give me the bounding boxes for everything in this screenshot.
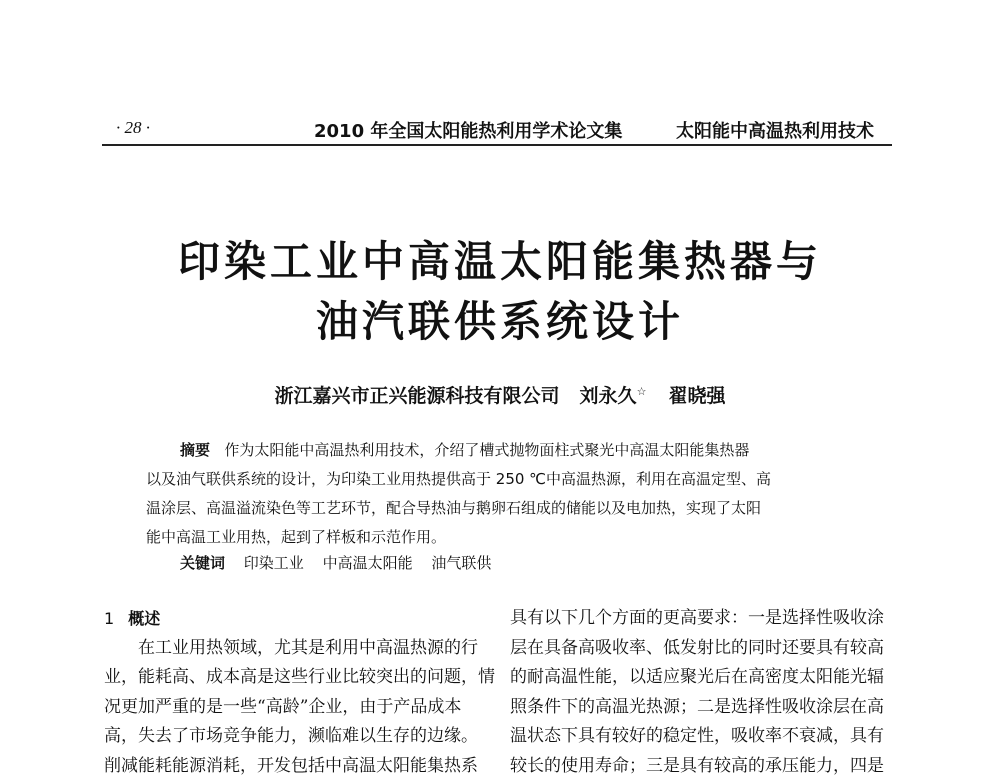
body-line: 具有以下几个方面的更高要求：一是选择性吸收涂: [510, 604, 900, 634]
keyword-item: 印染工业: [244, 554, 304, 572]
section-heading: [104, 604, 494, 634]
journal-title: 2010 年全国太阳能热利用学术论文集: [314, 117, 622, 143]
body-line: 业，能耗高、成本高是这些行业比较突出的问题，情: [104, 663, 494, 693]
title-line-1: 印染工业中高温太阳能集热器与: [0, 232, 1000, 292]
author-2: 翟晓强: [668, 385, 725, 407]
running-header: [102, 112, 892, 146]
keywords: [180, 552, 491, 573]
corresponding-author-mark: ☆: [637, 385, 647, 398]
section-title-text: 概述: [128, 609, 160, 628]
author-line: [0, 381, 1000, 408]
body-line: 较长的使用寿命；三是具有较高的承压能力，四是: [510, 752, 900, 781]
body-line: 层在具备高吸收率、低发射比的同时还要具有较高: [510, 634, 900, 664]
title-line-2: 油汽联供系统设计: [0, 292, 1000, 352]
keywords-label: 关键词: [180, 554, 225, 572]
left-column: [104, 604, 494, 781]
abstract-line: 以及油气联供系统的设计，为印染工业用热提供高于 250 ℃中高温热源，利用在高温定型、高: [146, 465, 858, 494]
keyword-item: 中高温太阳能: [323, 554, 413, 572]
body-line: 高，失去了市场竞争能力，濒临难以生存的边缘。: [104, 722, 494, 752]
abstract-line: 温涂层、高温溢流染色等工艺环节，配合导热油与鹅卵石组成的储能以及电加热，实现了太阳: [146, 494, 858, 523]
abstract-text: 作为太阳能中高温热利用技术，介绍了槽式抛物面柱式聚光中高温太阳能集热器: [224, 441, 749, 459]
section-title: 太阳能中高温热利用技术: [676, 117, 874, 143]
abstract-line: [146, 436, 858, 465]
abstract-line: 能中高温工业用热，起到了样板和示范作用。: [146, 523, 858, 552]
abstract: [146, 436, 858, 552]
body-line: 照条件下的高温光热源；二是选择性吸收涂层在高: [510, 693, 900, 723]
body-line: 温状态下具有较好的稳定性，吸收率不衰减，具有: [510, 722, 900, 752]
body-line: 在工业用热领域，尤其是利用中高温热源的行: [104, 634, 494, 664]
right-column: [510, 604, 900, 781]
abstract-label: 摘要: [180, 441, 210, 459]
body-line: 的耐高温性能，以适应聚光后在高密度太阳能光辐: [510, 663, 900, 693]
affiliation: 浙江嘉兴市正兴能源科技有限公司: [275, 385, 560, 407]
paper-title: [0, 232, 1000, 352]
body-line: 况更加严重的是一些“高龄”企业，由于产品成本: [104, 693, 494, 723]
section-number: 1: [104, 609, 114, 628]
author-1: 刘永久: [580, 385, 637, 407]
keyword-item: 油气联供: [431, 554, 491, 572]
body-line: 削减能耗能源消耗，开发包括中高温太阳能集热系: [104, 752, 494, 781]
page-number: · 28 ·: [116, 118, 150, 138]
